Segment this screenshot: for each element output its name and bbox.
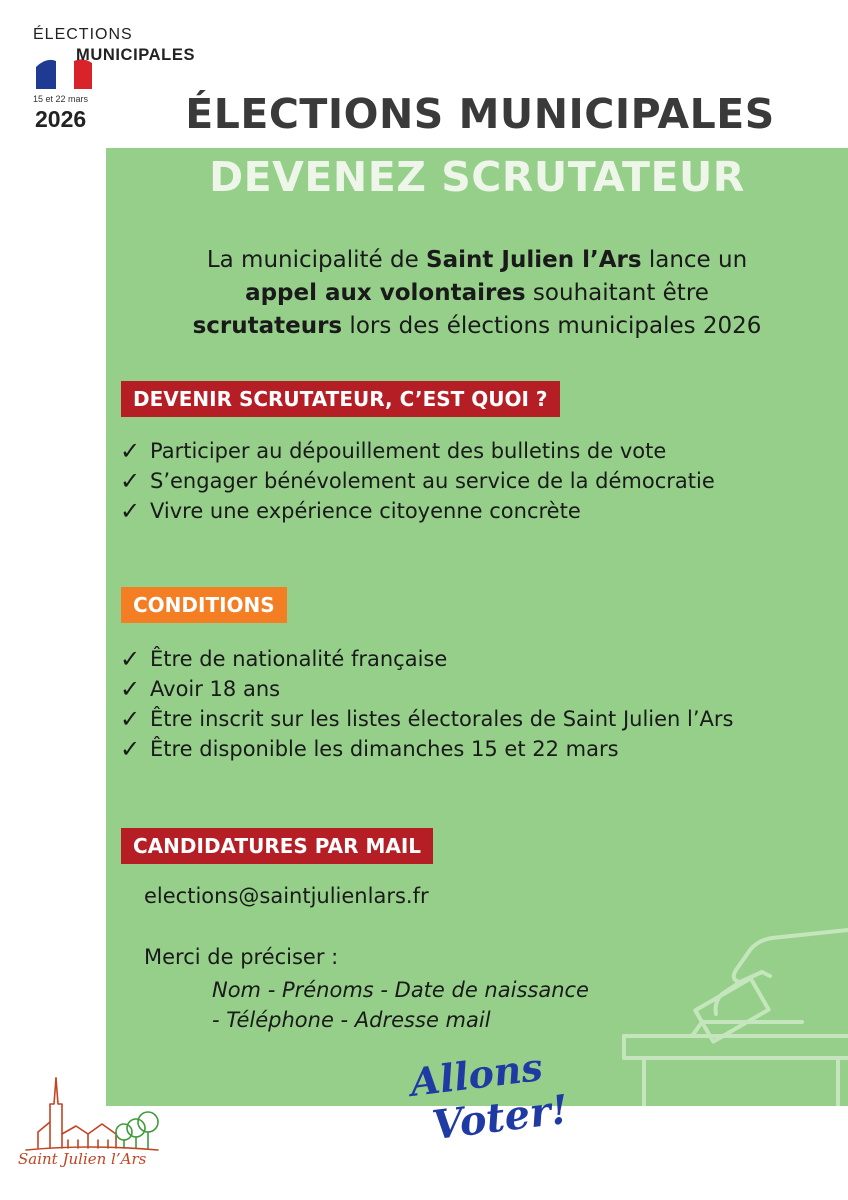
details-list (212, 975, 589, 1035)
page-subtitle: DEVENEZ SCRUTATEUR (209, 153, 745, 201)
logo-municipales-text: MUNICIPALES (76, 46, 196, 64)
section-heading-mail: CANDIDATURES PAR MAIL (121, 828, 433, 864)
intro-text: lance un (641, 247, 748, 273)
checklist-conditions (118, 644, 733, 764)
village-church-icon (18, 1074, 168, 1154)
slogan-word-2: Voter! (429, 1085, 571, 1150)
intro-bold-scrutateurs: scrutateurs (192, 313, 343, 339)
checkmark-icon: ✓ (119, 675, 141, 703)
details-line-2: - Téléphone - Adresse mail (212, 1008, 491, 1032)
intro-text: souhaitant être (525, 280, 709, 306)
ballot-box-icon (622, 924, 848, 1106)
page-title: ÉLECTIONS MUNICIPALES (185, 90, 775, 138)
village-name: Saint Julien l’Ars (18, 1150, 147, 1168)
checklist-quoi (118, 436, 715, 526)
intro-text: lors des élections municipales 2026 (342, 313, 762, 339)
list-item (118, 496, 715, 526)
slogan-word-1: Allons (407, 1044, 545, 1105)
intro-line-3 (106, 310, 848, 343)
intro-line-2 (106, 277, 848, 310)
allons-voter-slogan (404, 1044, 571, 1160)
intro-paragraph (106, 244, 848, 343)
list-item (118, 644, 733, 674)
list-item (118, 734, 733, 764)
list-item (118, 674, 733, 704)
intro-text: La municipalité de (206, 247, 427, 273)
logo-dates: 15 et 22 mars (33, 94, 89, 104)
village-logo (18, 1074, 168, 1184)
intro-line-1 (106, 244, 848, 277)
checkmark-icon: ✓ (119, 497, 141, 525)
list-item (118, 436, 715, 466)
list-item-text: Participer au dépouillement des bulletins de vote (150, 439, 667, 463)
checkmark-icon: ✓ (119, 735, 141, 763)
list-item-text: S’engager bénévolement au service de la démocratie (150, 469, 715, 493)
list-item (118, 704, 733, 734)
checkmark-icon: ✓ (119, 705, 141, 733)
list-item-text: Vivre une expérience citoyenne concrète (150, 499, 581, 523)
intro-bold-appel: appel aux volontaires (245, 280, 526, 306)
list-item-text: Être de nationalité française (150, 647, 448, 671)
logo-year: 2026 (35, 106, 87, 132)
checkmark-icon: ✓ (119, 437, 141, 465)
section-heading-quoi: DEVENIR SCRUTATEUR, C’EST QUOI ? (121, 381, 560, 417)
details-line-1: Nom - Prénoms - Date de naissance (212, 978, 589, 1002)
list-item-text: Être inscrit sur les listes électorales de Saint Julien l’Ars (150, 707, 734, 731)
section-heading-conditions: CONDITIONS (121, 587, 287, 623)
contact-email[interactable]: elections@saintjulienlars.fr (144, 884, 429, 908)
list-item (118, 466, 715, 496)
merci-text: Merci de préciser : (144, 945, 339, 969)
checkmark-icon: ✓ (119, 645, 141, 673)
intro-bold-commune: Saint Julien l’Ars (426, 247, 642, 273)
logo-top-text: ÉLECTIONS (33, 26, 133, 43)
list-item-text: Être disponible les dimanches 15 et 22 mars (150, 737, 619, 761)
list-item-text: Avoir 18 ans (150, 677, 281, 701)
checkmark-icon: ✓ (119, 467, 141, 495)
